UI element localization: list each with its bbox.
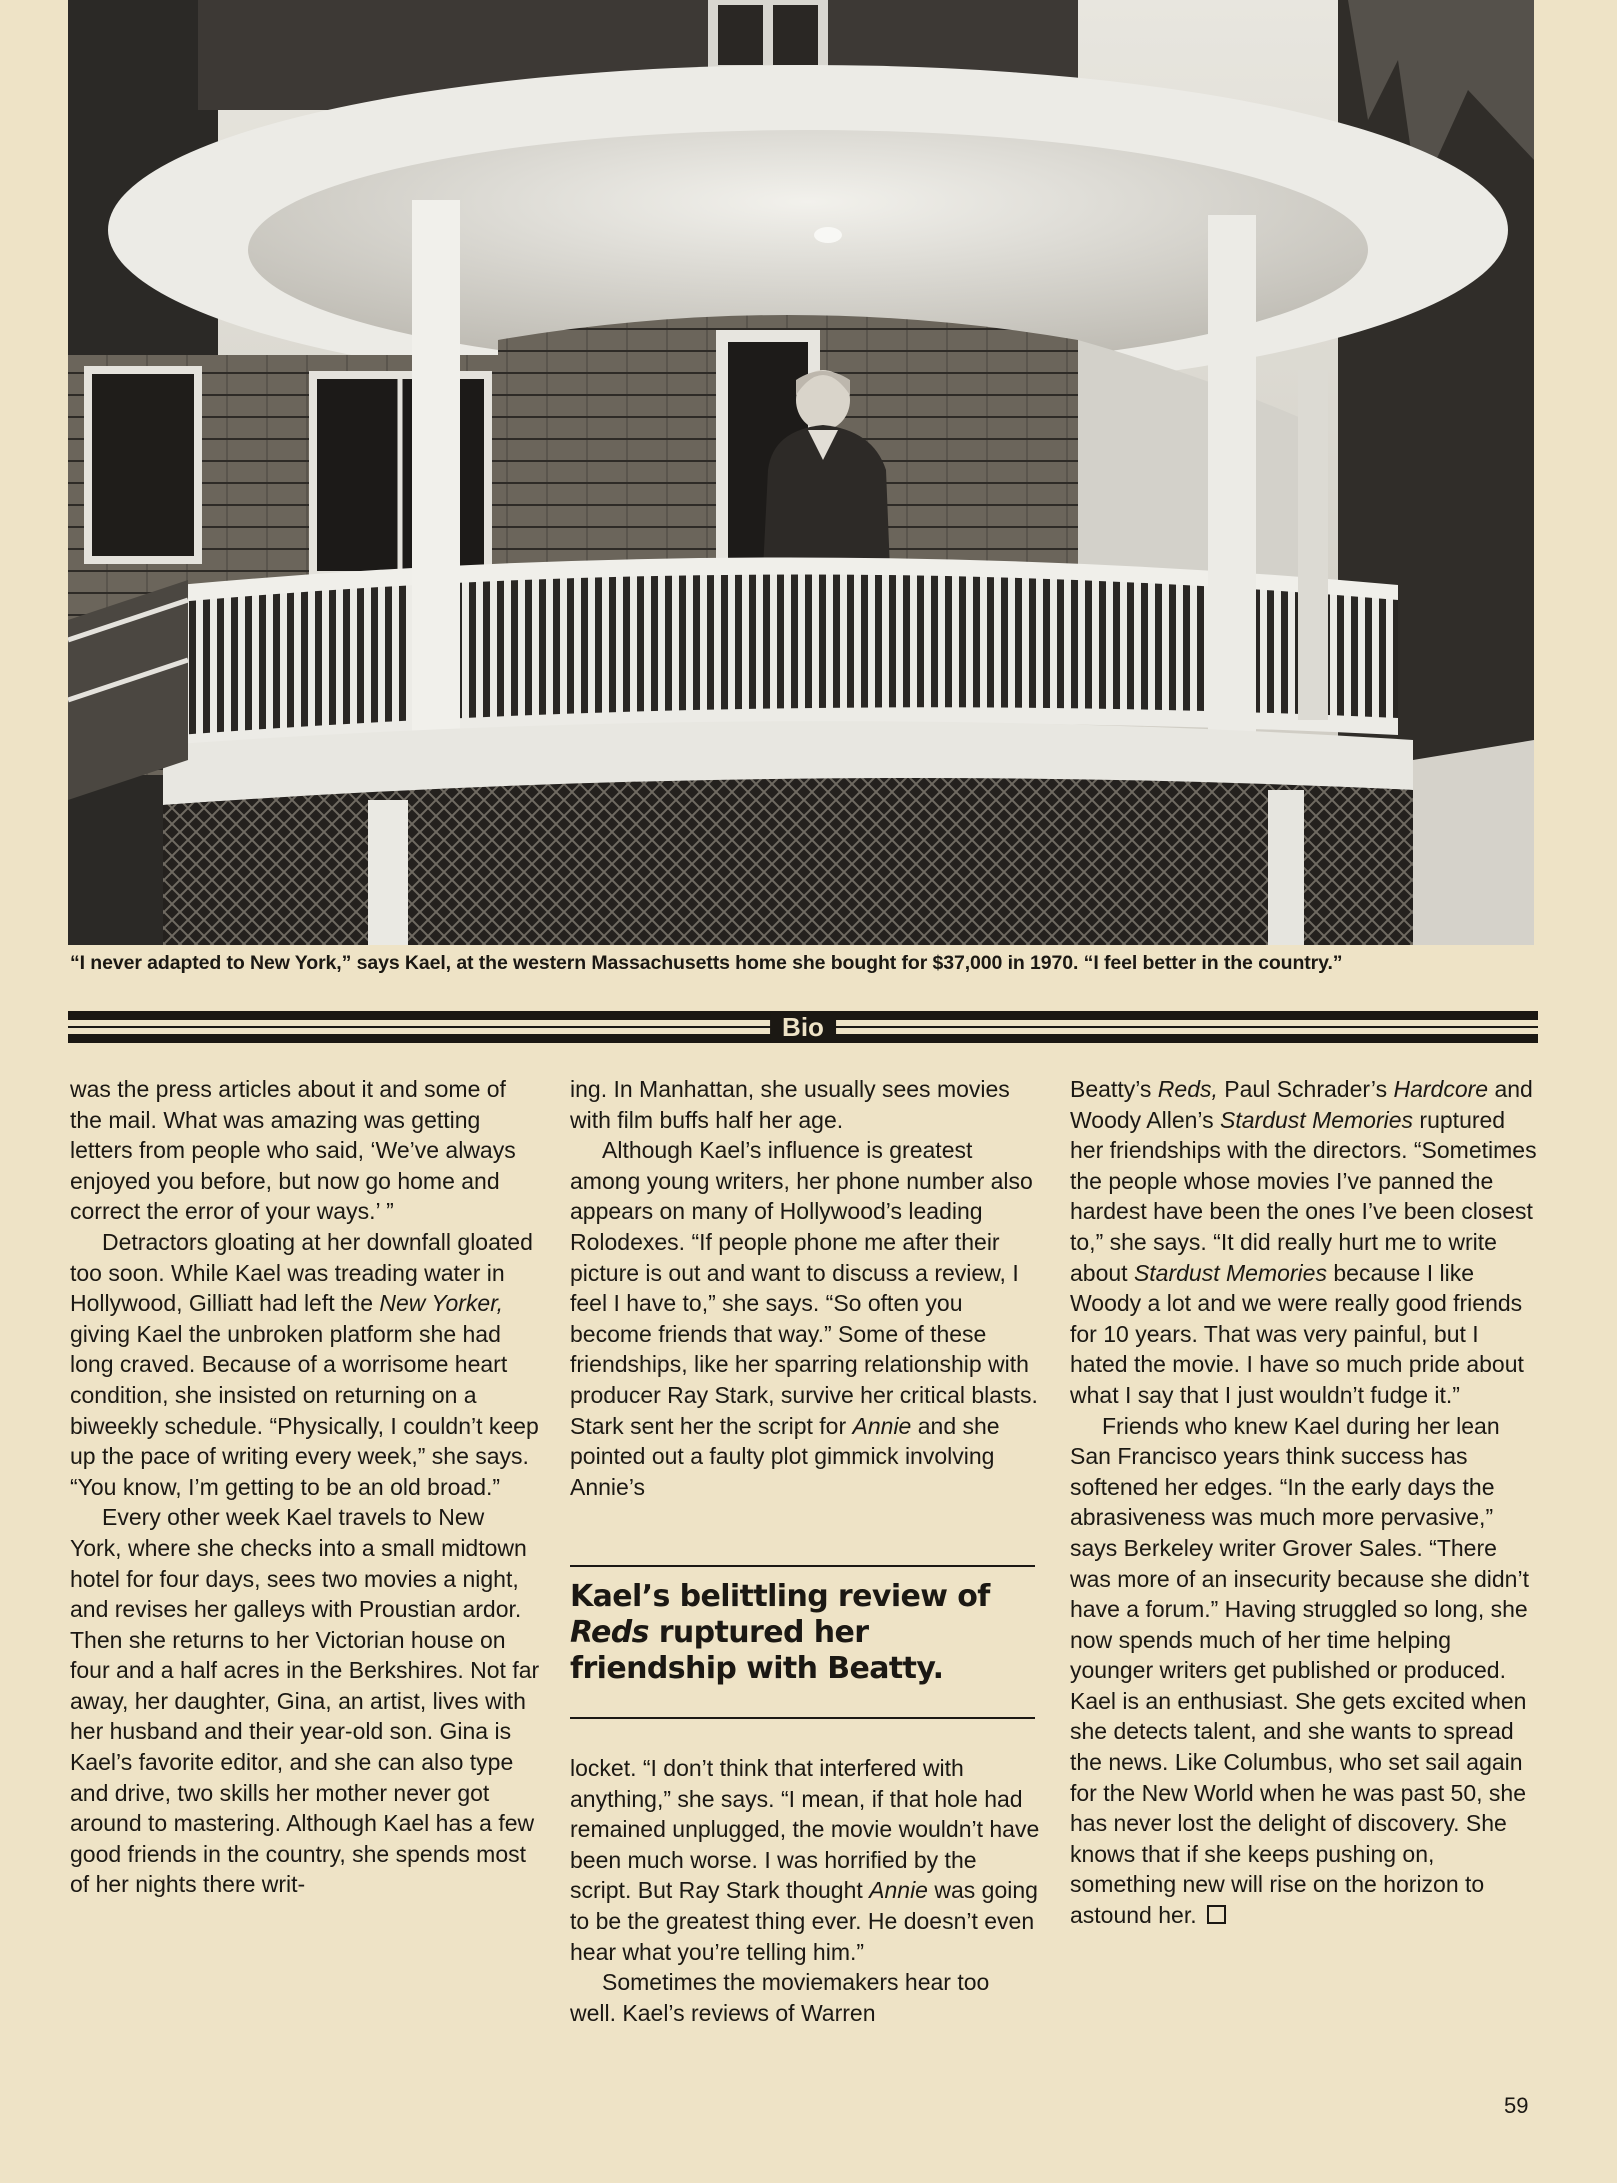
text-run: and Woody Allen’s	[1070, 1076, 1533, 1133]
paragraph	[1070, 1074, 1540, 1411]
paragraph	[1070, 1411, 1540, 1931]
page-number: 59	[1504, 2093, 1529, 2118]
italic-title: Stardust Memories	[1133, 1259, 1327, 1286]
text-run: Kael’s belittling review of	[570, 1579, 990, 1614]
article-column-3	[1070, 1074, 1540, 1931]
paragraph	[570, 1967, 1040, 2028]
text-run: was the press articles about it and some of the mail. What was amazing was getting letters from people who said, ‘We’ve always enjoyed you before, but now go home and correct the error of your ways.’ ”	[70, 1076, 516, 1225]
paragraph	[70, 1227, 540, 1502]
article-column-2	[570, 1074, 1040, 1502]
text-run: Beatty’s	[1070, 1076, 1158, 1102]
text-run: ing. In Manhattan, she usually sees movies with film buffs half her age.	[570, 1076, 1010, 1133]
text-run: Paul Schrader’s	[1217, 1076, 1394, 1102]
paragraph	[570, 1135, 1040, 1502]
text-run: Although Kael’s influence is greatest among young writers, her phone number also appears on many of Hollywood’s leading Rolodexes. “If people phone me after their picture is out and want to discuss a review, I feel I have to,” she says. “So often you become friends that way.” Some of these friendships, like her sparring relationship with producer Ray Stark, survive her critical blasts. Stark sent her the script for	[570, 1137, 1038, 1439]
text-run: Sometimes the moviemakers hear too well. Kael’s reviews of Warren	[570, 1969, 990, 2026]
pull-quote	[570, 1565, 1035, 1719]
text-run: Detractors gloating at her downfall gloated too soon. While Kael was treading water in Hollywood, Gilliatt had left the	[70, 1228, 533, 1317]
section-rule	[68, 1011, 1538, 1043]
article-column-2-continued	[570, 1753, 1040, 2028]
italic-title: New Yorker,	[379, 1290, 503, 1317]
text-run: was going to be the greatest thing ever. He doesn’t even hear what you’re telling him.”	[570, 1877, 1038, 1965]
text-run: ruptured her friendship with Beatty.	[570, 1615, 944, 1686]
italic-title: Reds,	[1157, 1076, 1218, 1102]
section-label: Bio	[770, 1012, 836, 1042]
text-run: Every other week Kael travels to New York, where she checks into a small midtown hotel for four days, sees two movies a night, and revises her galleys with Proustian ardor. Then she returns to her Victorian house on four and a half acres in the Berkshires. Not far away, her daughter, Gina, an artist, lives with her husband and their year-old son. Gina is Kael’s favorite editor, and she can also type and drive, two skills her mother never got around to mastering. Although Kael has a few good friends in the country, she spends most of her nights there writ-	[70, 1504, 540, 1898]
paragraph	[570, 1074, 1040, 1135]
end-mark-icon	[1207, 1905, 1226, 1924]
text-run: ruptured her friendships with the directors. “Sometimes the people whose movies I’ve panned the hardest have been the ones I’ve been closest to,” she says. “It did really hurt me to write about	[1070, 1106, 1537, 1286]
photo-caption: “I never adapted to New York,” says Kael, at the western Massachusetts home she bought for $37,000 in 1970. “I feel better in the country.”	[70, 952, 1343, 974]
woman-on-porch-photo	[68, 0, 1534, 945]
italic-title: Stardust Memories	[1220, 1106, 1414, 1133]
text-run: giving Kael the unbroken platform she had long craved. Because of a worrisome heart condition, she insisted on returning on a biweekly schedule. “Physically, I couldn’t keep up the pace of writing every week,” she says. “You know, I’m getting to be an old broad.”	[70, 1320, 539, 1500]
paragraph	[570, 1753, 1040, 1967]
text-run: because I like Woody a lot and we were really good friends for 10 years. That was very painful, but I hated the movie. I have so much pride about what I say that I just wouldn’t fudge it.”	[1070, 1259, 1524, 1408]
paragraph	[70, 1502, 540, 1900]
paragraph	[70, 1074, 540, 1227]
italic-title: Annie	[869, 1877, 928, 1904]
article-column-1	[70, 1074, 540, 1900]
italic-title: Hardcore	[1393, 1076, 1489, 1102]
text-run: locket. “I don’t think that interfered with anything,” she says. “I mean, if that hole had remained unplugged, the movie wouldn’t have been much worse. I was horrified by the script. But Ray Stark thought	[570, 1755, 1040, 1904]
text-run: Friends who knew Kael during her lean San Francisco years think success has softened her edges. “In the early days the abrasiveness was much more pervasive,” says Berkeley writer Grover Sales. “There was more of an insecurity because she didn’t have a forum.” Having struggled so long, she now spends much of her time helping younger writers get published or produced. Kael is an enthusiast. She gets excited when she detects talent, and she wants to spread the news. Like Columbus, who set sail again for the New World when he was past 50, she has never lost the delight of discovery. She knows that if she keeps pushing on, something new will rise on the horizon to astound her.	[1070, 1412, 1529, 1929]
italic-title: Annie	[852, 1412, 912, 1439]
italic-title: Reds	[570, 1615, 649, 1650]
pull-quote-text	[570, 1579, 1035, 1687]
text-run: and she pointed out a faulty plot gimmick involving Annie’s	[570, 1412, 1000, 1500]
